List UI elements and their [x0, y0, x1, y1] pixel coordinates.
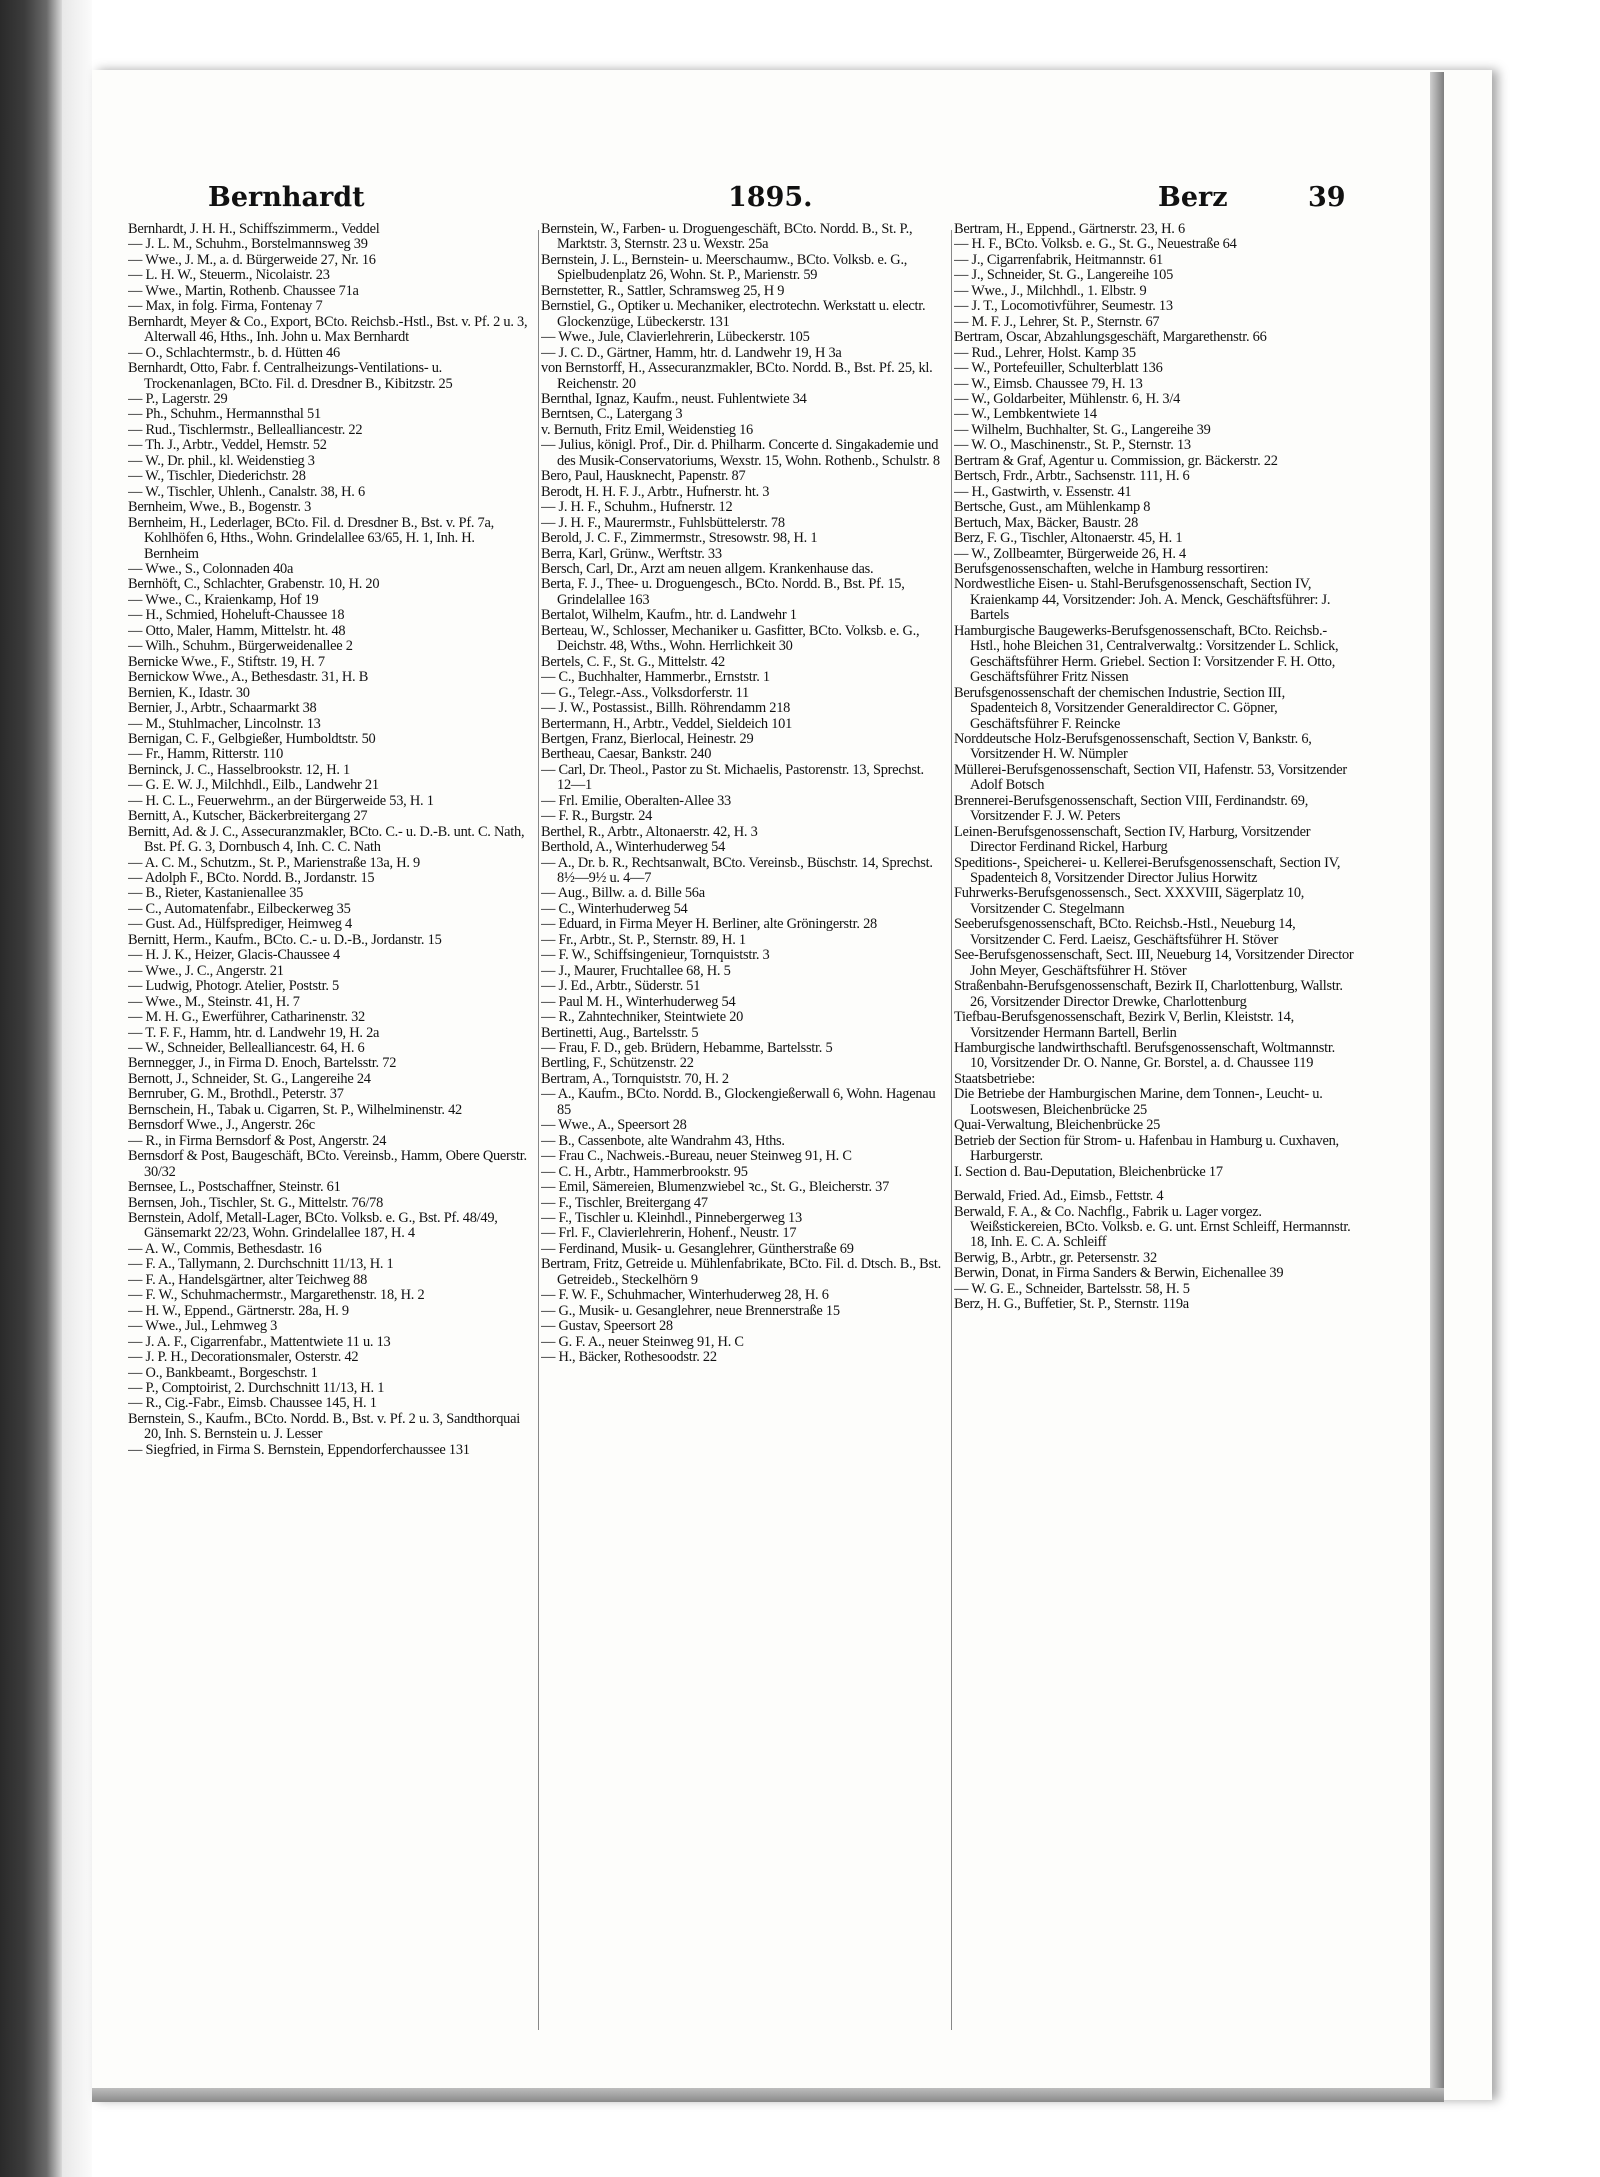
directory-entry: Staatsbetriebe:	[954, 1070, 1035, 1087]
directory-entry: Bernsen, Joh., Tischler, St. G., Mittelstr. 76/78	[128, 1194, 384, 1211]
directory-entry: — C., Buchhalter, Hammerbr., Ernststr. 1	[541, 669, 770, 686]
directory-entry: — W., Zollbeamter, Bürgerweide 26, H. 4	[954, 545, 1187, 562]
directory-entry: Hamburgische Baugewerks-Berufsgenossenschaft, BCto. Reichsb.-Hstl., hohe Bleichen 31, Centralverwaltg.: Vorsitzender L. Schlick, Geschäftsführer Herm. Griebel. Section I: Vorsitzender F. H. Otto, Geschäftsführer Fritz Nissen	[954, 622, 1339, 686]
directory-entry: — R., Cig.-Fabr., Eimsb. Chaussee 145, H. 1	[128, 1395, 377, 1412]
directory-entry: Bertalot, Wilhelm, Kaufm., htr. d. Landwehr 1	[541, 607, 797, 624]
page-header	[128, 182, 1348, 218]
directory-entry: — W., Portefeuiller, Schulterblatt 136	[954, 360, 1163, 377]
directory-entry: Bernien, K., Idastr. 30	[128, 684, 250, 701]
directory-entry: Berninck, J. C., Hasselbrookstr. 12, H. 1	[128, 761, 350, 778]
directory-entry: — L. H. W., Steuerm., Nicolaistr. 23	[128, 267, 330, 284]
directory-entry: — Wwe., Martin, Rothenb. Chaussee 71a	[128, 282, 359, 299]
directory-entry: — Wilhelm, Buchhalter, St. G., Langereihe 39	[954, 421, 1211, 438]
directory-entry: Bernstein, Adolf, Metall-Lager, BCto. Volksb. e. G., Bst. Pf. 48/49, Gänsemarkt 22/23, Wohn. Grindelallee 187, H. 4	[128, 1210, 498, 1242]
directory-entry: — W., Tischler, Uhlenh., Canalstr. 38, H. 6	[128, 483, 365, 500]
directory-entry: Bero, Paul, Hausknecht, Papenstr. 87	[541, 468, 746, 485]
directory-entry: Berta, F. J., Thee- u. Droguengesch., BCto. Nordd. B., Bst. Pf. 15, Grindelallee 163	[541, 576, 905, 608]
directory-entry: Berwin, Donat, in Firma Sanders & Berwin, Eichenallee 39	[954, 1265, 1284, 1282]
directory-entry: Bersch, Carl, Dr., Arzt am neuen allgem. Krankenhause das.	[541, 560, 874, 577]
directory-entry: Berufsgenossenschaft der chemischen Industrie, Section III, Spadenteich 8, Vorsitzender Generaldirector C. Göpner, Geschäftsführer F. Reincke	[954, 684, 1285, 732]
directory-entry: Müllerei-Berufsgenossenschaft, Section VII, Hafenstr. 53, Vorsitzender Adolf Botsch	[954, 761, 1347, 794]
directory-entry: Bertheau, Caesar, Bankstr. 240	[541, 746, 712, 763]
directory-entry: Berntsen, C., Latergang 3	[541, 406, 683, 423]
directory-entry: — Frl. F., Clavierlehrerin, Hohenf., Neustr. 17	[541, 1225, 797, 1242]
directory-entry: — H. F., BCto. Volksb. e. G., St. G., Neuestraße 64	[954, 236, 1237, 253]
directory-entry: Berz, F. G., Tischler, Altonaerstr. 45, H. 1	[954, 530, 1183, 547]
directory-entry: Die Betriebe der Hamburgischen Marine, dem Tonnen-, Leucht- u. Lootswesen, Bleichenbrücke 25	[954, 1086, 1323, 1118]
directory-entry: Bernstein, W., Farben- u. Droguengeschäft, BCto. Nordd. B., St. P., Marktstr. 3, Sternstr. 23 u. Wexstr. 25a	[541, 222, 913, 253]
directory-entry: — J. A. F., Cigarrenfabr., Mattentwiete 11 u. 13	[128, 1333, 391, 1350]
directory-entry: — Julius, königl. Prof., Dir. d. Philharm. Concerte d. Singakademie und des Musik-Conservatoriums, Wexstr. 15, Wohn. Rothenb., Schulstr. 8	[541, 437, 940, 469]
directory-entry: Bernhardt, Otto, Fabr. f. Centralheizungs-Ventilations- u. Trockenanlagen, BCto. Fil. d. Dresdner B., Kibitzstr. 25	[128, 360, 453, 392]
directory-entry: Bernhöft, C., Schlachter, Grabenstr. 10, H. 20	[128, 576, 380, 593]
directory-entry: Bernstein, S., Kaufm., BCto. Nordd. B., Bst. v. Pf. 2 u. 3, Sandthorquai 20, Inh. S. Bernstein u. J. Lesser	[128, 1410, 520, 1443]
directory-entry: — F., Tischler u. Kleinhdl., Pinnebergerweg 13	[541, 1210, 802, 1226]
directory-entry: Berold, J. C. F., Zimmermstr., Stresowstr. 98, H. 1	[541, 530, 818, 547]
directory-entry: — M., Stuhlmacher, Lincolnstr. 13	[128, 715, 321, 732]
directory-entry: — Frl. Emilie, Oberalten-Allee 33	[541, 792, 731, 809]
directory-entry: — A., Kaufm., BCto. Nordd. B., Glockengießerwall 6, Wohn. Hagenau 85	[541, 1086, 936, 1118]
directory-entry: — Wwe., A., Speersort 28	[541, 1117, 687, 1134]
directory-entry: — Emil, Sämereien, Blumenzwiebel ꝛc., St. G., Bleicherstr. 37	[541, 1179, 890, 1196]
directory-entry: — Ph., Schuhm., Hermannsthal 51	[128, 406, 321, 423]
directory-entry: Quai-Verwaltung, Bleichenbrücke 25	[954, 1117, 1161, 1134]
directory-entry: — G. F. A., neuer Steinweg 91, H. C	[541, 1333, 744, 1350]
directory-entry: Berwald, Fried. Ad., Eimsb., Fettstr. 4	[954, 1188, 1164, 1205]
column-divider	[538, 230, 539, 2030]
directory-entry: — Ludwig, Photogr. Atelier, Poststr. 5	[128, 978, 339, 995]
directory-entry: — A. C. M., Schutzm., St. P., Marienstraße 13a, H. 9	[128, 854, 420, 871]
directory-entry: Bernsdorf Wwe., J., Angerstr. 26c	[128, 1117, 315, 1134]
directory-entry: — J. W., Postassist., Billh. Röhrendamm 218	[541, 700, 791, 717]
directory-entry: — F. A., Tallymann, 2. Durchschnitt 11/13, H. 1	[128, 1256, 394, 1273]
directory-entry: — Wwe., C., Kraienkamp, Hof 19	[128, 591, 319, 608]
directory-entry: Berthel, R., Arbtr., Altonaerstr. 42, H. 3	[541, 823, 758, 840]
directory-entry: — F. R., Burgstr. 24	[541, 808, 653, 825]
directory-entry: — J., Maurer, Fruchtallee 68, H. 5	[541, 962, 731, 979]
directory-column-2	[541, 222, 941, 2042]
directory-entry: Bertermann, H., Arbtr., Veddel, Sieldeich 101	[541, 715, 793, 732]
directory-entry: — A. W., Commis, Bethesdastr. 16	[128, 1240, 322, 1257]
directory-column-3	[954, 222, 1354, 2042]
directory-entry: — T. F. F., Hamm, htr. d. Landwehr 19, H. 2a	[128, 1024, 380, 1041]
directory-entry: — H., Schmied, Hoheluft-Chaussee 18	[128, 607, 345, 624]
directory-entry: Bernitt, Herm., Kaufm., BCto. C.- u. D.-B., Jordanstr. 15	[128, 931, 442, 948]
directory-entry: — Gustav, Speersort 28	[541, 1318, 673, 1335]
directory-entry: Bernruber, G. M., Brothdl., Peterstr. 37	[128, 1086, 344, 1103]
directory-entry: Bernstetter, R., Sattler, Schramsweg 25, H 9	[541, 282, 785, 299]
scan-binding-shadow	[0, 0, 62, 2177]
directory-entry: — W., Tischler, Diederichstr. 28	[128, 468, 306, 485]
header-year: 1895.	[728, 182, 813, 213]
directory-entry: See-Berufsgenossenschaft, Sect. III, Neueburg 14, Vorsitzender Director John Meyer, Geschäftsführer H. Stöver	[954, 947, 1354, 979]
directory-entry: Berwald, F. A., & Co. Nachflg., Fabrik u. Lager vorgez. Weißstickereien, BCto. Volksb. e. G. unt. Ernst Schleiff, Hermannstr. 18, Inh. E. C. A. Schleiff	[954, 1203, 1351, 1251]
directory-entry: — W., Eimsb. Chaussee 79, H. 13	[954, 375, 1143, 392]
directory-entry: Bernhardt, Meyer & Co., Export, BCto. Reichsb.-Hstl., Bst. v. Pf. 2 u. 3, Alterwall 46, Hths., Inh. John u. Max Bernhardt	[128, 313, 528, 346]
directory-entry: — P., Lagerstr. 29	[128, 390, 228, 407]
directory-entry: I. Section d. Bau-Deputation, Bleichenbrücke 17	[954, 1163, 1223, 1180]
directory-entry: Bertram & Graf, Agentur u. Commission, gr. Bäckerstr. 22	[954, 452, 1278, 469]
directory-entry: Berodt, H. H. F. J., Arbtr., Hufnerstr. ht. 3	[541, 483, 770, 500]
directory-entry: — H. C. L., Feuerwehrm., an der Bürgerweide 53, H. 1	[128, 792, 434, 809]
directory-entry: — O., Schlachtermstr., b. d. Hütten 46	[128, 344, 340, 361]
directory-entry: Seeberufsgenossenschaft, BCto. Reichsb.-Hstl., Neueburg 14, Vorsitzender C. Ferd. Laeisz, Geschäftsführer H. Stöver	[954, 916, 1296, 948]
directory-entry: — W. O., Maschinenstr., St. P., Sternstr. 13	[954, 437, 1191, 454]
page-number: 39	[1308, 182, 1346, 213]
directory-entry: — G., Telegr.-Ass., Volksdorferstr. 11	[541, 684, 750, 701]
directory-entry: Bertram, A., Tornquiststr. 70, H. 2	[541, 1070, 729, 1087]
directory-entry: — A., Dr. b. R., Rechtsanwalt, BCto. Vereinsb., Büschstr. 14, Sprechst. 8½—9½ u. 4—7	[541, 854, 933, 887]
column-divider	[951, 230, 952, 2030]
directory-entry: — R., in Firma Bernsdorf & Post, Angerstr. 24	[128, 1132, 387, 1149]
directory-entry: — Frau C., Nachweis.-Bureau, neuer Steinweg 91, H. C	[541, 1148, 852, 1165]
directory-entry: — M. F. J., Lehrer, St. P., Sternstr. 67	[954, 313, 1160, 330]
directory-entry: — W., Schneider, Bellealliancestr. 64, H. 6	[128, 1040, 365, 1057]
directory-entry: Bernott, J., Schneider, St. G., Langereihe 24	[128, 1070, 371, 1087]
directory-entry: Bertsch, Frdr., Arbtr., Sachsenstr. 111, H. 6	[954, 468, 1190, 485]
directory-entry: Bernier, J., Arbtr., Schaarmarkt 38	[128, 700, 317, 717]
directory-entry: — O., Bankbeamt., Borgeschstr. 1	[128, 1364, 318, 1381]
directory-entry: — Th. J., Arbtr., Veddel, Hemstr. 52	[128, 437, 327, 454]
directory-entry: Bertram, H., Eppend., Gärtnerstr. 23, H. 6	[954, 222, 1185, 237]
page-edge-bottom	[92, 2088, 1444, 2102]
directory-entry: Bertram, Oscar, Abzahlungsgeschäft, Margarethenstr. 66	[954, 329, 1267, 346]
directory-entry: Bernheim, H., Lederlager, BCto. Fil. d. Dresdner B., Bst. v. Pf. 7a, Kohlhöfen 6, Hths., Wohn. Grindelallee 63/65, H. 1, Inh. H. Bernheim	[128, 514, 494, 562]
directory-entry: Bernschein, H., Tabak u. Cigarren, St. P., Wilhelminenstr. 42	[128, 1101, 462, 1118]
directory-entry: — Rud., Tischlermstr., Bellealliancestr. 22	[128, 421, 363, 438]
directory-columns	[128, 222, 1358, 2042]
directory-entry: — G. E. W. J., Milchhdl., Eilb., Landwehr 21	[128, 777, 379, 794]
directory-entry: — H. J. K., Heizer, Glacis-Chaussee 4	[128, 947, 340, 964]
directory-entry: — F., Tischler, Breitergang 47	[541, 1194, 708, 1211]
directory-entry: Bernsdorf & Post, Baugeschäft, BCto. Vereinsb., Hamm, Obere Querstr. 30/32	[128, 1148, 527, 1180]
directory-entry: — Ferdinand, Musik- u. Gesanglehrer, Güntherstraße 69	[541, 1240, 854, 1257]
directory-column-1	[128, 222, 528, 2042]
directory-entry: Bertuch, Max, Bäcker, Baustr. 28	[954, 514, 1139, 531]
directory-entry: — J. L. M., Schuhm., Borstelmannsweg 39	[128, 236, 368, 253]
directory-entry: Hamburgische landwirthschaftl. Berufsgenossenschaft, Woltmannstr. 10, Vorsitzender Dr. O. Nanne, Gr. Borstel, a. d. Chaussee 119	[954, 1040, 1335, 1072]
directory-entry: — C., Automatenfabr., Eilbeckerweg 35	[128, 900, 351, 917]
directory-entry: — F. W., Schuhmachermstr., Margarethenstr. 18, H. 2	[128, 1287, 425, 1304]
directory-entry: Norddeutsche Holz-Berufsgenossenschaft, Section V, Bankstr. 6, Vorsitzender H. W. Nümpler	[954, 730, 1312, 763]
directory-entry: — Wwe., J., Milchhdl., 1. Elbstr. 9	[954, 282, 1147, 299]
directory-entry: Berufsgenossenschaften, welche in Hamburg ressortiren:	[954, 560, 1269, 577]
directory-entry: Leinen-Berufsgenossenschaft, Section IV, Harburg, Vorsitzender Director Ferdinand Rickel, Harburg	[954, 823, 1311, 856]
directory-entry: Bertram, Fritz, Getreide u. Mühlenfabrikate, BCto. Fil. d. Dtsch. B., Bst. Getreideb., Steckelhörn 9	[541, 1256, 941, 1288]
directory-entry: — J., Schneider, St. G., Langereihe 105	[954, 267, 1174, 284]
directory-entry: Bertgen, Franz, Bierlocal, Heinestr. 29	[541, 730, 754, 747]
directory-entry: Betrieb der Section für Strom- u. Hafenbau in Hamburg u. Cuxhaven, Harburgerstr.	[954, 1132, 1339, 1165]
scan-margin-strip	[62, 0, 92, 2177]
directory-entry: — J. H. F., Schuhm., Hufnerstr. 12	[541, 499, 733, 516]
directory-entry: — Fr., Arbtr., St. P., Sternstr. 89, H. 1	[541, 931, 746, 948]
directory-entry: — Wilh., Schuhm., Bürgerweidenallee 2	[128, 638, 353, 655]
directory-entry: — B., Cassenbote, alte Wandrahm 43, Hths.	[541, 1132, 785, 1149]
directory-entry: — Fr., Hamm, Ritterstr. 110	[128, 746, 284, 763]
directory-entry: Bertinetti, Aug., Bartelsstr. 5	[541, 1024, 699, 1041]
directory-entry: — Paul M. H., Winterhuderweg 54	[541, 993, 736, 1010]
directory-entry: Berra, Karl, Grünw., Werftstr. 33	[541, 545, 722, 562]
header-right-keyword: Berz	[1158, 182, 1228, 213]
directory-entry: — C., Winterhuderweg 54	[541, 900, 688, 917]
directory-entry: Nordwestliche Eisen- u. Stahl-Berufsgenossenschaft, Section IV, Kraienkamp 44, Vorsitzender: Joh. A. Menck, Geschäftsführer: J. Bartels	[954, 576, 1331, 624]
directory-entry: — Eduard, in Firma Meyer H. Berliner, alte Gröningerstr. 28	[541, 916, 877, 933]
directory-entry: Berwig, B., Arbtr., gr. Petersenstr. 32	[954, 1249, 1157, 1266]
directory-entry: — Wwe., Jul., Lehmweg 3	[128, 1318, 278, 1335]
directory-entry: Bertling, F., Schützenstr. 22	[541, 1055, 694, 1072]
directory-entry: — C. H., Arbtr., Hammerbrookstr. 95	[541, 1163, 748, 1180]
directory-entry: — H., Gastwirth, v. Essenstr. 41	[954, 483, 1132, 500]
directory-entry: — Adolph F., BCto. Nordd. B., Jordanstr. 15	[128, 870, 375, 887]
directory-entry: — Max, in folg. Firma, Fontenay 7	[128, 298, 323, 315]
directory-entry: Bernhardt, J. H. H., Schiffszimmerm., Veddel	[128, 222, 380, 237]
directory-entry: von Bernstorff, H., Assecuranzmakler, BCto. Nordd. B., Bst. Pf. 25, kl. Reichenstr. 20	[541, 360, 933, 392]
directory-entry: — G., Musik- u. Gesanglehrer, neue Brennerstraße 15	[541, 1302, 840, 1319]
directory-entry: Bernstein, J. L., Bernstein- u. Meerschaumw., BCto. Volksb. e. G., Spielbudenplatz 26, Wohn. St. P., Marienstr. 59	[541, 251, 908, 284]
directory-entry: Berteau, W., Schlosser, Mechaniker u. Gasfitter, BCto. Volksb. e. G., Deichstr. 48, Wths., Wohn. Herrlichkeit 30	[541, 622, 920, 655]
directory-entry: Bernitt, Ad. & J. C., Assecuranzmakler, BCto. C.- u. D.-B. unt. C. Nath, Bst. Pf. G. 3, Dornbusch 4, Inh. C. C. Nath	[128, 823, 525, 856]
directory-entry: Bernickow Wwe., A., Bethesdastr. 31, H. B	[128, 669, 369, 686]
directory-entry: Bernnegger, J., in Firma D. Enoch, Bartelsstr. 72	[128, 1055, 397, 1072]
directory-entry: Tiefbau-Berufsgenossenschaft, Bezirk V, Berlin, Kleiststr. 14, Vorsitzender Hermann Bartell, Berlin	[954, 1009, 1294, 1041]
directory-entry: — M. H. G., Ewerführer, Catharinenstr. 32	[128, 1009, 365, 1026]
directory-entry: — J. H. F., Maurermstr., Fuhlsbüttelerstr. 78	[541, 514, 785, 531]
directory-entry: Bernitt, A., Kutscher, Bäckerbreitergang 27	[128, 808, 368, 825]
header-left-keyword: Bernhardt	[208, 182, 365, 213]
directory-entry: v. Bernuth, Fritz Emil, Weidenstieg 16	[541, 421, 753, 438]
directory-entry: — J. Ed., Arbtr., Süderstr. 51	[541, 978, 701, 995]
directory-entry: — Siegfried, in Firma S. Bernstein, Eppendorferchaussee 131	[128, 1441, 470, 1458]
directory-entry: — Rud., Lehrer, Holst. Kamp 35	[954, 344, 1136, 361]
directory-entry: — W., Lembkentwiete 14	[954, 406, 1097, 423]
directory-entry: — Wwe., Jule, Clavierlehrerin, Lübeckerstr. 105	[541, 329, 810, 346]
directory-entry: — W., Dr. phil., kl. Weidenstieg 3	[128, 452, 315, 469]
directory-entry: — J., Cigarrenfabrik, Heitmannstr. 61	[954, 251, 1163, 268]
directory-entry: Bernheim, Wwe., B., Bogenstr. 3	[128, 499, 312, 516]
directory-entry: — P., Comptoirist, 2. Durchschnitt 11/13, H. 1	[128, 1379, 385, 1396]
directory-entry: — Aug., Billw. a. d. Bille 56a	[541, 885, 705, 902]
directory-entry: Bernsee, L., Postschaffner, Steinstr. 61	[128, 1179, 341, 1196]
directory-entry: — H., Bäcker, Rothesoodstr. 22	[541, 1349, 717, 1366]
directory-entry: — B., Rieter, Kastanienallee 35	[128, 885, 304, 902]
directory-entry: Berthold, A., Winterhuderweg 54	[541, 839, 726, 856]
directory-entry: — J. C. D., Gärtner, Hamm, htr. d. Landwehr 19, H 3a	[541, 344, 842, 361]
directory-entry: — Wwe., J. M., a. d. Bürgerweide 27, Nr. 16	[128, 251, 376, 268]
directory-entry: — F. W., Schiffsingenieur, Tornquiststr. 3	[541, 947, 770, 964]
directory-entry: — Wwe., J. C., Angerstr. 21	[128, 962, 284, 979]
directory-entry: Straßenbahn-Berufsgenossenschaft, Bezirk II, Charlottenburg, Wallstr. 26, Vorsitzender Director Drewke, Charlottenburg	[954, 978, 1343, 1010]
directory-entry: Brennerei-Berufsgenossenschaft, Section VIII, Ferdinandstr. 69, Vorsitzender F. J. W. Peters	[954, 792, 1309, 825]
directory-entry: — H. W., Eppend., Gärtnerstr. 28a, H. 9	[128, 1302, 349, 1319]
directory-entry: Bertsche, Gust., am Mühlenkamp 8	[954, 499, 1151, 516]
directory-entry: Bernicke Wwe., F., Stiftstr. 19, H. 7	[128, 653, 325, 670]
directory-entry: — Otto, Maler, Hamm, Mittelstr. ht. 48	[128, 622, 346, 639]
directory-entry: — J. P. H., Decorationsmaler, Osterstr. 42	[128, 1349, 359, 1366]
directory-entry: — W. G. E., Schneider, Bartelsstr. 58, H. 5	[954, 1280, 1190, 1297]
directory-entry: Fuhrwerks-Berufsgenossensch., Sect. XXXVIII, Sägerplatz 10, Vorsitzender C. Stegelmann	[954, 885, 1305, 917]
page-edge-right	[1430, 72, 1444, 2092]
directory-entry: Berz, H. G., Buffetier, St. P., Sternstr. 119a	[954, 1296, 1189, 1313]
directory-entry: — R., Zahntechniker, Steintwiete 20	[541, 1009, 744, 1026]
directory-entry: — Gust. Ad., Hülfsprediger, Heimweg 4	[128, 916, 352, 933]
directory-entry: — W., Goldarbeiter, Mühlenstr. 6, H. 3/4	[954, 390, 1181, 407]
directory-entry: Bernigan, C. F., Gelbgießer, Humboldtstr. 50	[128, 730, 376, 747]
directory-entry: Speditions-, Speicherei- u. Kellerei-Berufsgenossenschaft, Section IV, Spadenteich 8, Vorsitzender Director Julius Horwitz	[954, 854, 1341, 887]
directory-entry: Bernstiel, G., Optiker u. Mechaniker, electrotechn. Werkstatt u. electr. Glockenzüge, Lübeckerstr. 131	[541, 298, 926, 330]
directory-entry: — Wwe., M., Steinstr. 41, H. 7	[128, 993, 300, 1010]
directory-entry: — Frau, F. D., geb. Brüdern, Hebamme, Bartelsstr. 5	[541, 1040, 833, 1057]
directory-entry: — J. T., Locomotivführer, Seumestr. 13	[954, 298, 1173, 315]
directory-entry: — F. W. F., Schuhmacher, Winterhuderweg 28, H. 6	[541, 1287, 829, 1304]
directory-entry: Bernthal, Ignaz, Kaufm., neust. Fuhlentwiete 34	[541, 390, 807, 407]
directory-entry: — Wwe., S., Colonnaden 40a	[128, 560, 294, 577]
directory-entry: — F. A., Handelsgärtner, alter Teichweg 88	[128, 1271, 368, 1288]
directory-entry: Bertels, C. F., St. G., Mittelstr. 42	[541, 653, 725, 670]
directory-entry: — Carl, Dr. Theol., Pastor zu St. Michaelis, Pastorenstr. 13, Sprechst. 12—1	[541, 761, 924, 794]
